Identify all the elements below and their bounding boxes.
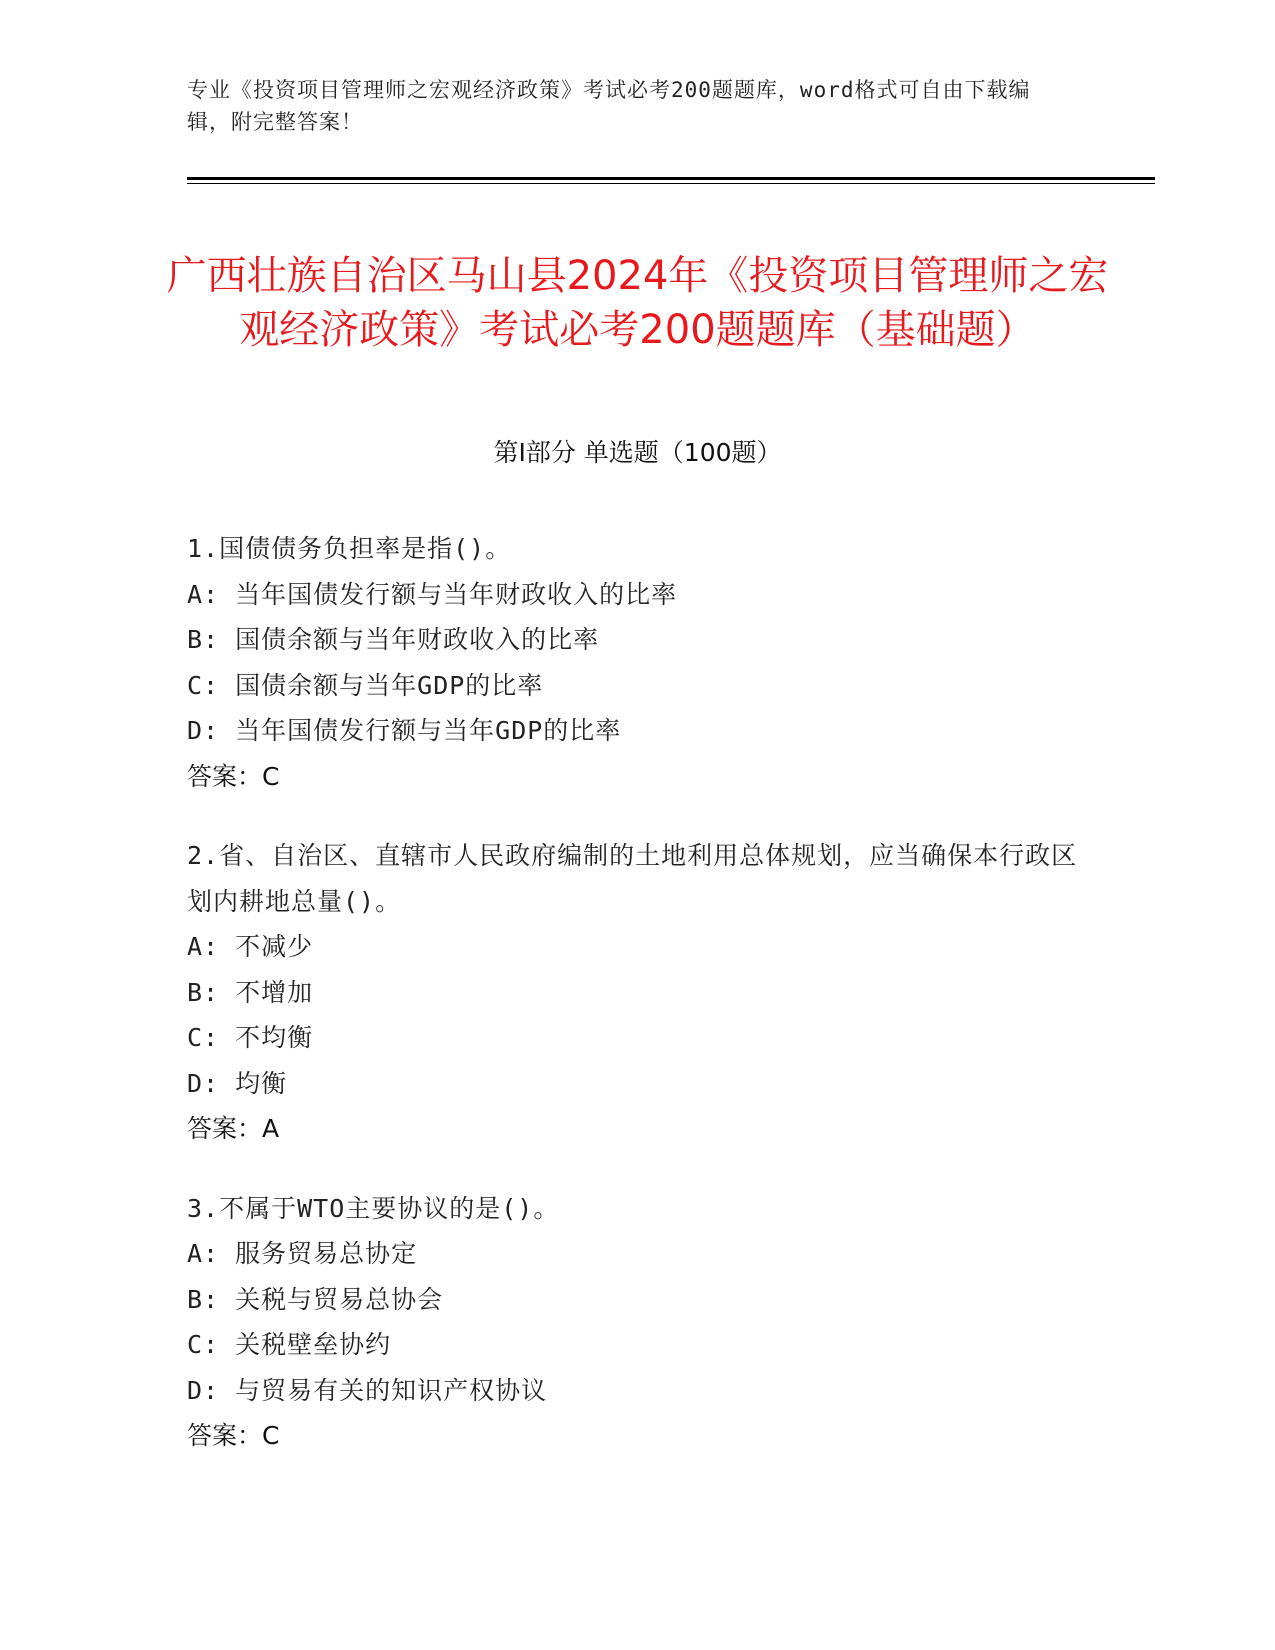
- header-note: 专业《投资项目管理师之宏观经济政策》考试必考200题题库，word格式可自由下载编辑，附完整答案！: [187, 78, 1031, 134]
- option-c: C: 国债余额与当年GDP的比率: [187, 670, 544, 700]
- question-stem: 1.国债债务负担率是指()。: [187, 534, 512, 563]
- answer: 答案：C: [187, 761, 280, 791]
- option-d: D: 均衡: [187, 1068, 288, 1098]
- document-title: 广西壮族自治区马山县2024年《投资项目管理师之宏观经济政策》考试必考200题题库（基础题）: [166, 252, 1109, 353]
- header-divider-thin: [187, 183, 1155, 184]
- option-c: C: 关税壁垒协约: [187, 1330, 392, 1359]
- answer: 答案：A: [187, 1114, 280, 1143]
- question-3: [187, 1186, 1087, 1459]
- option-b: B: 不增加: [187, 977, 314, 1007]
- question-2: [187, 833, 1087, 1152]
- option-b: B: 关税与贸易总协会: [187, 1284, 444, 1314]
- option-a: A: 不减少: [187, 932, 314, 961]
- question-stem: 2.省、自治区、直辖市人民政府编制的土地利用总体规划，应当确保本行政区划内耕地总量()。: [187, 841, 1078, 916]
- question-list: [187, 526, 1087, 1493]
- question-1: [187, 526, 1087, 799]
- option-d: D: 当年国债发行额与当年GDP的比率: [187, 716, 622, 745]
- option-a: A: 服务贸易总协定: [187, 1239, 418, 1268]
- option-c: C: 不均衡: [187, 1023, 314, 1052]
- question-stem: 3.不属于WTO主要协议的是()。: [187, 1193, 560, 1223]
- section-heading: 第I部分 单选题（100题）: [493, 438, 782, 467]
- header-divider-thick: [187, 177, 1155, 180]
- answer: 答案：C: [187, 1421, 280, 1450]
- option-b: B: 国债余额与当年财政收入的比率: [187, 625, 600, 654]
- option-d: D: 与贸易有关的知识产权协议: [187, 1375, 548, 1405]
- option-a: A: 当年国债发行额与当年财政收入的比率: [187, 579, 678, 609]
